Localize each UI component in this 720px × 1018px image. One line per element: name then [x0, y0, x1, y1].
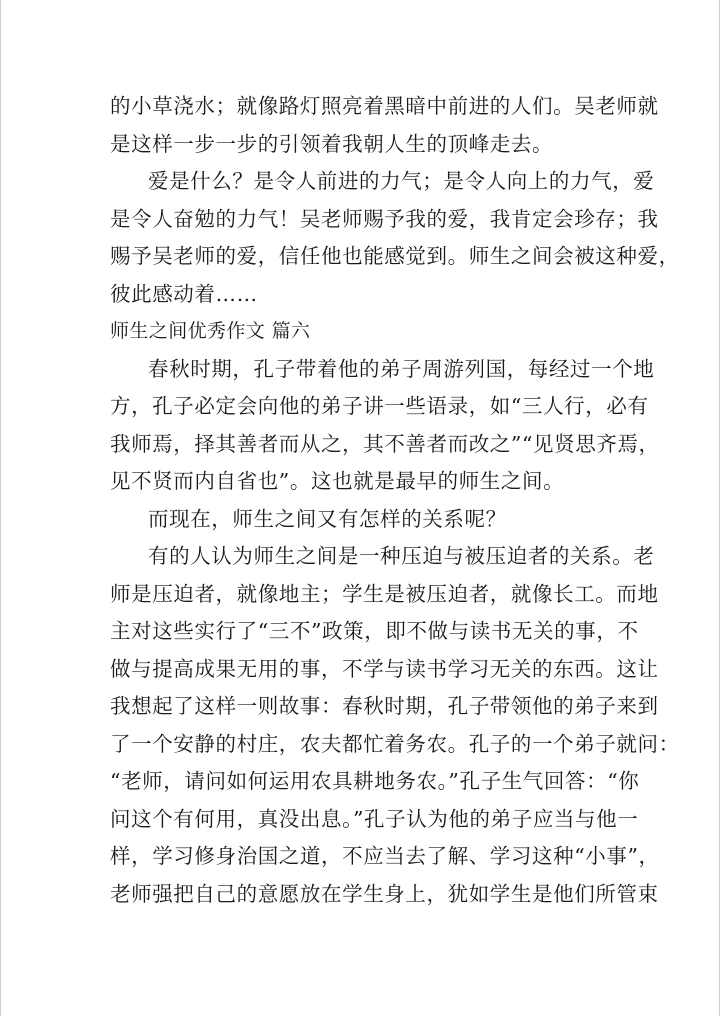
section-heading: 师生之间优秀作文 篇六	[110, 320, 311, 342]
text-line-14: 师是压迫者，就像地主；学生是被压迫者，就像长工。而地	[110, 581, 659, 606]
text-line-19: “老师，请问如何运用农具耕地务农。”孔子生气回答：“你	[110, 769, 640, 793]
text-line-6: 彼此感动着……	[110, 281, 258, 306]
text-line-11: 见不贤而内自省也”。这也就是最早的师生之间。	[110, 469, 565, 493]
text-line-15: 主对这些实行了“三不”政策，即不做与读书无关的事，不	[110, 619, 639, 643]
text-line-12: 而现在，师生之间又有怎样的关系呢？	[148, 506, 507, 531]
text-line-8: 春秋时期，孔子带着他的弟子周游列国，每经过一个地	[148, 356, 655, 381]
text-line-17: 我想起了这样一则故事：春秋时期，孔子带领他的弟子来到	[110, 694, 659, 718]
text-line-22: 老师强把自己的意愿放在学生身上，犹如学生是他们所管束	[110, 881, 659, 906]
text-line-20: 问这个有何用，真没出息。”孔子认为他的弟子应当与他一	[110, 806, 639, 831]
text-line-1: 的小草浇水；就像路灯照亮着黑暗中前进的人们。吴老师就	[110, 94, 659, 118]
text-line-4: 是令人奋勉的力气！吴老师赐予我的爱，我肯定会珍存；我	[110, 206, 659, 231]
text-line-10: 我师焉，择其善者而从之，其不善者而改之”“见贤思齐焉，	[110, 431, 660, 456]
text-line-16: 做与提高成果无用的事，不学与读书学习无关的东西。这让	[110, 656, 659, 681]
text-line-5: 赐予吴老师的爱，信任他也能感觉到。师生之间会被这种爱，	[110, 244, 680, 268]
text-line-18: 了一个安静的村庄，农夫都忙着务农。孔子的一个弟子就问：	[110, 731, 680, 756]
text-line-2: 是这样一步一步的引领着我朝人生的顶峰走去。	[110, 131, 554, 156]
text-line-21: 样，学习修身治国之道，不应当去了解、学习这种“小事”，	[110, 844, 660, 868]
text-line-3: 爱是什么？是令人前进的力气；是令人向上的力气，爱	[148, 169, 655, 193]
text-line-9: 方，孔子必定会向他的弟子讲一些语录，如“三人行，必有	[110, 394, 649, 418]
text-line-13: 有的人认为师生之间是一种压迫与被压迫者的关系。老	[148, 544, 655, 568]
document-body	[110, 88, 680, 913]
